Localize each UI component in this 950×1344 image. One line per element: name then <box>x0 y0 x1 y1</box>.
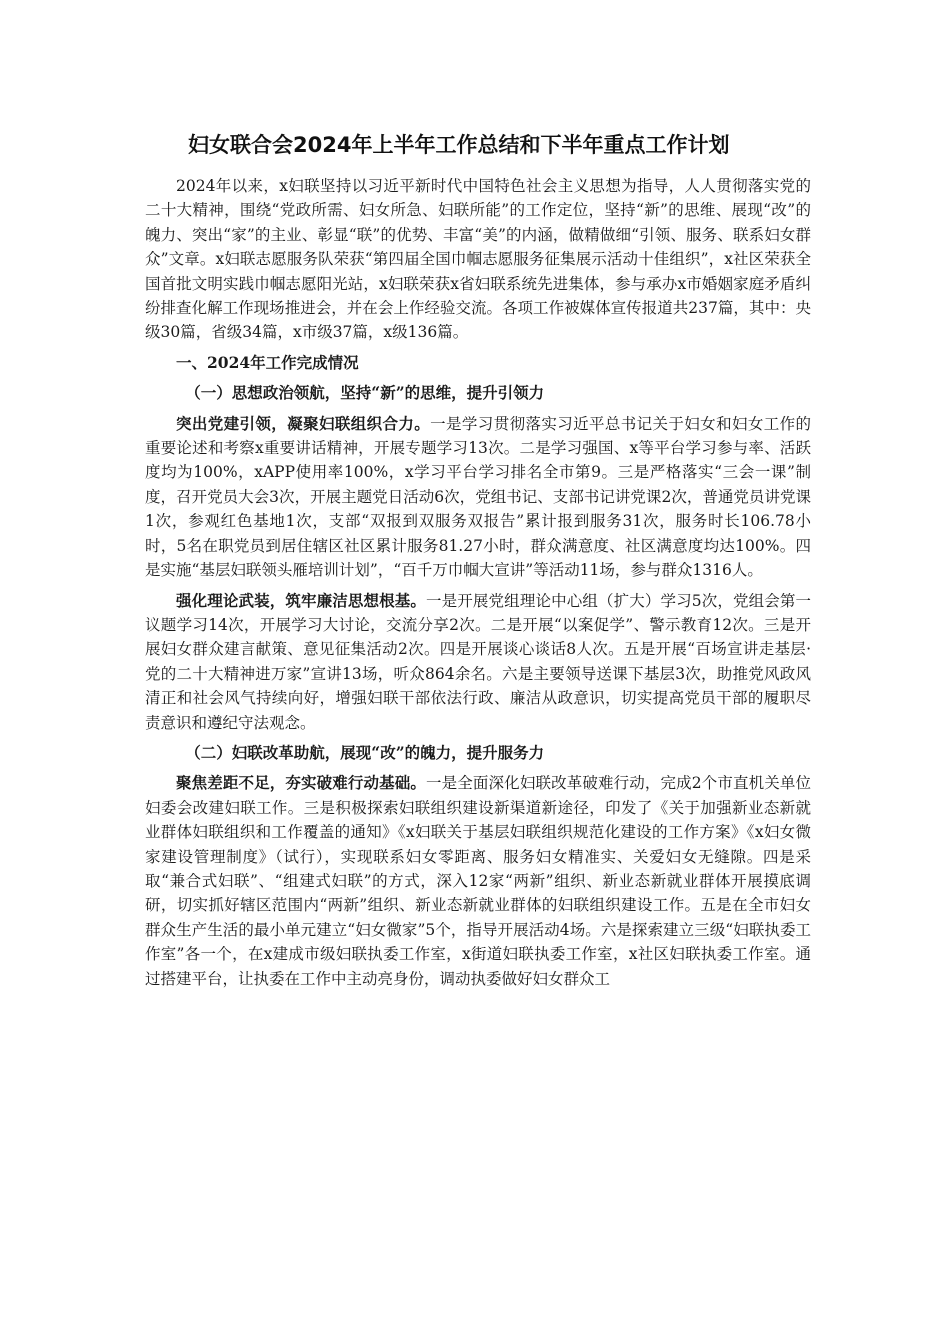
paragraph-lead: 突出党建引领，凝聚妇联组织合力。 <box>176 413 431 433</box>
paragraph-body: 一是学习贯彻落实习近平总书记关于妇女和妇女工作的重要论述和考察x重要讲话精神，开展专题学习13次。二是学习强国、x等平台学习参与率、活跃度均为100%，xAPP使用率100%，x学习平台学习排名全市第9。三是严格落实“三会一课”制度，召开党员大会3次，开展主题党日活动6次，党组书记、支部书记讲党课2次，普通党员讲党课1次，参观红色基地1次，支部“双报到双服务双报告”累计报到服务31次，服务时长106.78小时，5名在职党员到居住辖区社区累计服务81.27小时，群众满意度、社区满意度均达100%。四是实施“基层妇联领头雁培训计划”，“百千万巾帼大宣讲”等活动11场，参与群众1316人。 <box>145 414 811 580</box>
section-heading: 一、2024年工作完成情况 <box>176 352 359 372</box>
paragraph-lead: 聚焦差距不足，夯实破难行动基础。 <box>176 773 427 793</box>
paragraph-body: 一是开展党组理论中心组（扩大）学习5次，党组会第一议题学习14次，开展学习大讨论，交流分享2次。二是开展“以案促学”、警示教育12次。三是开展妇女群众建言献策、意见征集活动2次。四是开展谈心谈话8人次。五是开展“百场宣讲走基层·党的二十大精神进万家”宣讲13场，听众864余名。六是主要领导送课下基层3次，助推党风政风清正和社会风气持续向好，增强妇联干部依法行政、廉洁从政意识，切实提高党员干部的履职尽责意识和遵纪守法观念。 <box>145 591 811 732</box>
subsection-heading-1: （一）思想政治领航，坚持“新”的思维，提升引领力 <box>185 383 545 403</box>
paragraph-lead: 强化理论武装，筑牢廉洁思想根基。 <box>176 590 427 610</box>
paragraph-party-building <box>145 412 811 583</box>
paragraph-reform <box>145 771 811 991</box>
paragraph-theory <box>145 589 811 735</box>
intro-paragraph: 2024年以来，x妇联坚持以习近平新时代中国特色社会主义思想为指导，人人贯彻落实党的二十大精神，围绕“党政所需、妇女所急、妇联所能”的工作定位，坚持“新”的思维、展现“改”的魄力、突出“家”的主业、彰显“联”的优势、丰富“美”的内涵，做精做细“引领、服务、联系妇女群众”文章。x妇联志愿服务队荣获“第四届全国巾帼志愿服务征集展示活动十佳组织”，x社区荣获全国首批文明实践巾帼志愿阳光站，x妇联荣获x省妇联系统先进集体，参与承办x市婚姻家庭矛盾纠纷排查化解工作现场推进会，并在会上作经验交流。各项工作被媒体宣传报道共237篇，其中：央级30篇，省级34篇，x市级37篇，x级136篇。 <box>145 177 811 342</box>
paragraph-body: 一是全面深化妇联改革破难行动，完成2个市直机关单位妇委会改建妇联工作。三是积极探索妇联组织建设新渠道新途径，印发了《关于加强新业态新就业群体妇联组织和工作覆盖的通知》《x妇联关于基层妇联组织规范化建设的工作方案》《x妇女微家建设管理制度》（试行），实现联系妇女零距离、服务妇女精准实、关爱妇女无缝隙。四是采取“兼合式妇联”、“组建式妇联”的方式，深入12家“两新”组织、新业态新就业群体开展摸底调研，切实抓好辖区范围内“两新”组织、新业态新就业群体的妇联组织建设工作。五是在全市妇女群众生产生活的最小单元建立“妇女微家”5个，指导开展活动4场。六是探索建立三级“妇联执委工作室”各一个，在x建成市级妇联执委工作室，x街道妇联执委工作室，x社区妇联执委工作室。通过搭建平台，让执委在工作中主动亮身份，调动执委做好妇女群众工 <box>145 774 811 988</box>
subsection-heading-2: （二）妇联改革助航，展现“改”的魄力，提升服务力 <box>185 742 545 762</box>
document-title: 妇女联合会2024年上半年工作总结和下半年重点工作计划 <box>188 133 730 157</box>
document-page <box>145 130 811 991</box>
